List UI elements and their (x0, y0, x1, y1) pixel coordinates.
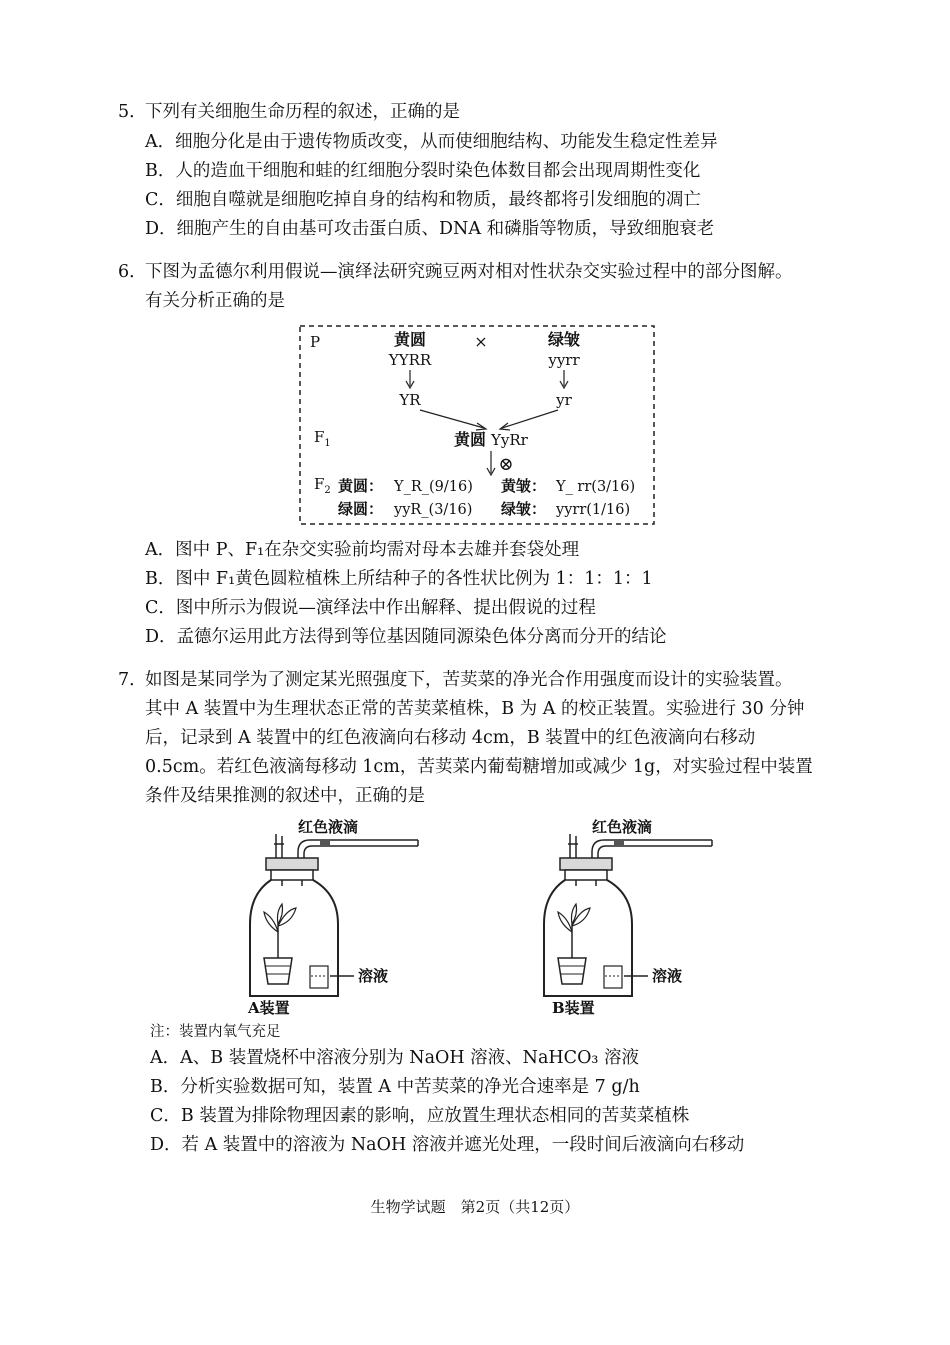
q5-number: 5． (118, 102, 147, 122)
apparatus-a-solution-label: 溶液 (358, 967, 389, 985)
page-footer: 生物学试题 第2页（共12页） (370, 1198, 580, 1216)
q6-option-a: A．图中 P、F₁在杂交实验前均需对母本去雄并套袋处理 (145, 540, 580, 560)
f2-yellow-wrinkled: Y_ rr(3/16) (556, 479, 636, 495)
parent2-genotype: yyrr (548, 351, 580, 369)
q5-option-c: C．细胞自噬就是细胞吃掉自身的结构和物质，最终都将引发细胞的凋亡 (145, 190, 701, 210)
parent2-phenotype: 绿皱 (547, 330, 581, 349)
apparatus-a-stopper-top (266, 858, 318, 870)
apparatus-a-name: A装置 (248, 999, 290, 1017)
f1-phenotype: 黄圆 (454, 430, 487, 449)
q7-stem-line2: 其中 A 装置中为生理状态正常的苦荬菜植株，B 为 A 的校正装置。实验进行 30 分钟 (145, 699, 805, 719)
f2-green-round: yyR_(3/16) (394, 502, 473, 518)
q6-number: 6． (118, 262, 147, 282)
q7-option-a: A．A、B 装置烧杯中溶液分别为 NaOH 溶液、NaHCO₃ 溶液 (150, 1048, 639, 1068)
apparatus-b-capillary-inner (598, 846, 712, 872)
q6-option-b: B．图中 F₁黄色圆粒植株上所结种子的各性状比例为 1：1：1：1 (145, 569, 653, 589)
q6-stem-line1: 下图为孟德尔利用假说—演绎法研究豌豆两对相对性状杂交实验过程中的部分图解。 (145, 262, 793, 282)
apparatus-b-stopper-top (560, 858, 612, 870)
f2-yellow-round-label: 黄圆： (338, 477, 384, 495)
f2-label: $F_2$ (314, 475, 331, 496)
apparatus-b-solution-label: 溶液 (652, 967, 683, 985)
apparatus-b-stopper-bottom (565, 870, 607, 880)
apparatus-a-leaf-left (264, 912, 278, 932)
f1-genotype: YyRr (491, 431, 528, 449)
q7-stem-line5: 条件及结果推测的叙述中，正确的是 (145, 786, 425, 806)
genetic-cross-diagram (298, 324, 658, 528)
apparatus-a-diagram (238, 814, 428, 1019)
apparatus-b-beaker (604, 966, 622, 988)
f2-green-round-label: 绿圆： (338, 500, 384, 518)
apparatus-a-beaker (310, 966, 328, 988)
f2-yellow-round: Y_R_(9/16) (394, 479, 473, 495)
apparatus-a-capillary-inner (304, 846, 418, 872)
apparatus-b-leaf-left (558, 912, 572, 932)
q7-option-b: B．分析实验数据可知，装置 A 中苦荬菜的净光合速率是 7 g/h (150, 1077, 640, 1097)
gamete2: yr (556, 391, 572, 409)
q5-option-b: B．人的造血干细胞和蛙的红细胞分裂时染色体数目都会出现周期性变化 (145, 161, 701, 181)
q7-note: 注：装置内氧气充足 (150, 1024, 281, 1040)
f2-green-wrinkled: yyrr(1/16) (556, 502, 631, 518)
q7-number: 7． (118, 670, 147, 690)
parent1-genotype: YYRR (388, 351, 432, 369)
apparatus-a-flowerpot (264, 958, 292, 984)
q5-option-d: D．细胞产生的自由基可攻击蛋白质、DNA 和磷脂等物质，导致细胞衰老 (145, 219, 715, 239)
apparatus-a-red-droplet (320, 840, 330, 846)
parent1-phenotype: 黄圆 (393, 330, 427, 349)
self-cross-symbol: ⊗ (498, 454, 514, 475)
apparatus-b-diagram (532, 814, 722, 1019)
q7-stem-line4: 0.5cm。若红色液滴每移动 1cm，苦荬菜内葡萄糖增加或减少 1g，对实验过程中装置 (145, 757, 813, 777)
f2-yellow-wrinkled-label: 黄皱： (501, 477, 547, 495)
q5-option-a: A．细胞分化是由于遗传物质改变，从而使细胞结构、功能发生稳定性差异 (145, 132, 718, 152)
q6-option-c: C．图中所示为假说—演绎法中作出解释、提出假说的过程 (145, 598, 596, 618)
apparatus-b-flowerpot (558, 958, 586, 984)
apparatus-a-droplet-label: 红色液滴 (298, 818, 359, 836)
q6-stem-line2: 有关分析正确的是 (145, 291, 285, 311)
cross-symbol: × (474, 332, 488, 351)
apparatus-b-name: B装置 (552, 999, 595, 1017)
q7-option-c: C．B 装置为排除物理因素的影响，应放置生理状态相同的苦荬菜植株 (150, 1106, 690, 1126)
q6-option-d: D．孟德尔运用此方法得到等位基因随同源染色体分离而分开的结论 (145, 627, 667, 647)
arrow-gamete2-f1 (502, 410, 558, 428)
f1-label: $F_1$ (314, 428, 331, 449)
arrow-gamete1-f1 (420, 410, 484, 428)
p-label: P (310, 333, 321, 351)
gamete1: YR (399, 391, 421, 409)
f2-green-wrinkled-label: 绿皱： (501, 500, 547, 518)
q7-option-d: D．若 A 装置中的溶液为 NaOH 溶液并遮光处理，一段时间后液滴向右移动 (150, 1135, 745, 1155)
q7-stem-line1: 如图是某同学为了测定某光照强度下，苦荬菜的净光合作用强度而设计的实验装置。 (145, 670, 793, 690)
apparatus-b-red-droplet (614, 840, 624, 846)
q7-stem-line3: 后，记录到 A 装置中的红色液滴向右移动 4cm，B 装置中的红色液滴向右移动 (145, 728, 756, 748)
apparatus-b-droplet-label: 红色液滴 (592, 818, 653, 836)
apparatus-a-stopper-bottom (271, 870, 313, 880)
q5-stem: 下列有关细胞生命历程的叙述，正确的是 (145, 102, 460, 122)
